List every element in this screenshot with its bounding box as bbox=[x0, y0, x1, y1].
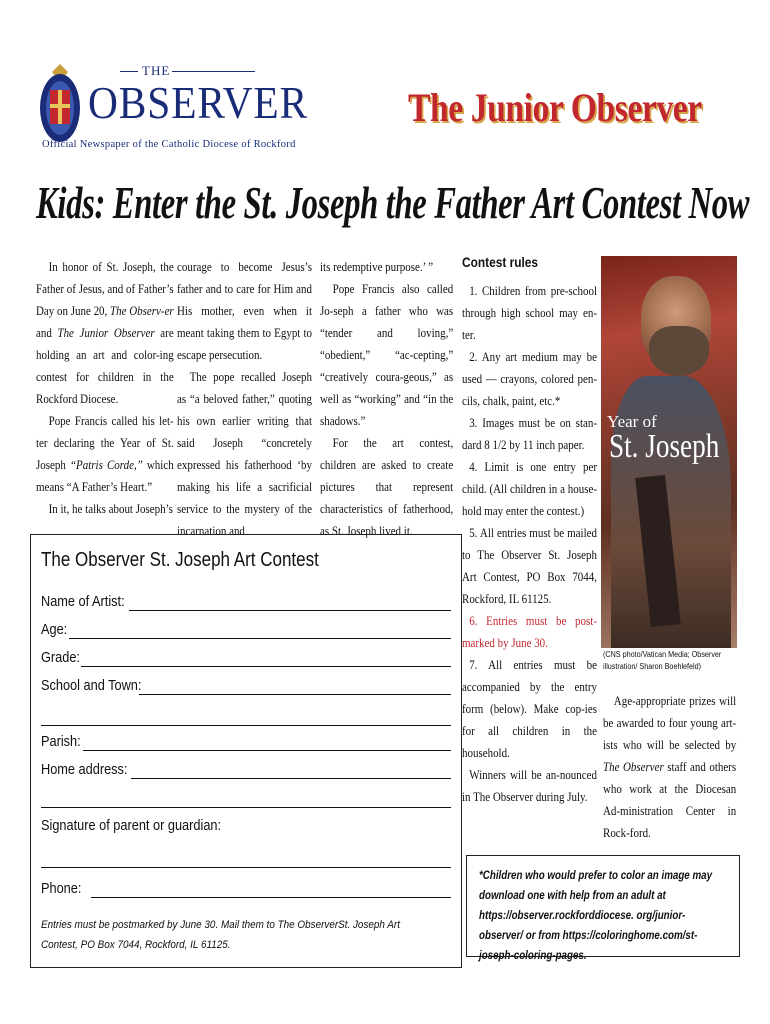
article-paragraph: In honor of St. Joseph, the Father of Jesus, and of Father’s Day on June 20, The Observ-er and The Junior Observer are holding an art and color-ing contest for children in the Rockford Diocese. bbox=[36, 260, 174, 406]
rule-item: 4. Limit is one entry per child. (All children in a house-hold may enter the contest.) bbox=[462, 460, 597, 518]
home-address-field[interactable]: Home address: bbox=[41, 761, 451, 781]
photo-caption-st-joseph: St. Joseph bbox=[609, 428, 720, 465]
article-column-2 bbox=[177, 256, 312, 542]
junior-observer-logo: The Junior Observer bbox=[408, 85, 702, 130]
article-paragraph: The pope recalled Joseph as “a beloved father,” quoting his own earlier writing that said Joseph “concretely expressed his fatherhood ‘by making his life a sacrificial service to the mystery of the incarnation and bbox=[177, 370, 312, 538]
article-paragraph: its redemptive purpose.’ ” bbox=[320, 260, 434, 274]
article-paragraph: Pope Francis also called Jo-seph a father who was “tender and loving,” “obedient,” “ac-cepting,” “creatively coura-geous,” as well as “working” and “in the shadows.” bbox=[320, 282, 454, 428]
rule-item: 3. Images must be on stan-dard 8 1/2 by 11 inch paper. bbox=[462, 416, 597, 452]
article-column-3 bbox=[320, 256, 453, 542]
age-field[interactable]: Age: bbox=[41, 621, 451, 641]
signature-label: Signature of parent or guardian: bbox=[41, 817, 222, 834]
article-paragraph: In it, he talks about Joseph’s bbox=[48, 502, 173, 516]
rule-item: 2. Any art medium may be used — crayons, colored pen-cils, chalk, paint, etc.* bbox=[462, 350, 597, 408]
home-address-line-2[interactable] bbox=[41, 807, 451, 808]
photo-credit: (CNS photo/Vatican Media; Observer illustration/ Sharon Boehlefeld) bbox=[603, 650, 722, 671]
st-joseph-statue-photo bbox=[601, 256, 737, 648]
coloring-page-note: *Children who would prefer to color an image may download one with help from an adult at https://observer.rockforddiocese. org/junior-observer/ or from https://coloringhome.com/st-joseph-coloring-pages. bbox=[479, 870, 713, 962]
rule-item: 5. All entries must be mailed to The Observer St. Joseph Art Contest, PO Box 7044, Rockford, IL 61125. bbox=[462, 526, 597, 606]
masthead-brand: OBSERVER bbox=[88, 77, 309, 128]
entry-form-title: The Observer St. Joseph Art Contest bbox=[41, 549, 319, 571]
rule-item: 1. Children from pre-school through high school may en-ter. bbox=[462, 284, 597, 342]
school-town-field[interactable]: School and Town: bbox=[41, 677, 451, 697]
contest-rules-list bbox=[462, 280, 597, 808]
artist-name-field[interactable]: Name of Artist: bbox=[41, 593, 451, 613]
prizes-paragraph: Age-appropriate prizes will be awarded to four young art-ists who will be selected by The Observer staff and others who work at the Diocesan Ad-ministration Center in Rock-ford. bbox=[603, 694, 737, 840]
entry-form-mailing-note: Entries must be postmarked by June 30. Mail them to The ObserverSt. Joseph Art Contest, PO Box 7044, Rockford, IL 61125. bbox=[41, 919, 400, 951]
article-paragraph: For the art contest, children are asked to create pictures that represent characteristics of fatherhood, as St. Joseph lived it. bbox=[320, 436, 454, 538]
rule-item-deadline: 6. Entries must be post-marked by June 30. bbox=[462, 614, 597, 650]
phone-field[interactable]: Phone: bbox=[41, 880, 451, 900]
rule-item: Winners will be an-nounced in The Observer during July. bbox=[462, 768, 597, 804]
article-paragraph: Pope Francis called his let-ter declaring the Year of St. Joseph “Patris Corde,” which means “A Father’s Heart.” bbox=[36, 414, 174, 494]
diocese-crest-logo bbox=[38, 62, 82, 146]
photo-caption-year-of: Year of bbox=[607, 412, 657, 431]
signature-line[interactable] bbox=[41, 867, 451, 868]
grade-field[interactable]: Grade: bbox=[41, 649, 451, 669]
masthead-subtitle: Official Newspaper of the Catholic Diocese of Rockford bbox=[42, 139, 296, 150]
coloring-page-note-box bbox=[466, 855, 740, 962]
parish-field[interactable]: Parish: bbox=[41, 733, 451, 753]
contest-rules-title: Contest rules bbox=[462, 254, 539, 270]
rule-item: 7. All entries must be accompanied by the entry form (below). Make cop-ies for all children in the household. bbox=[462, 658, 597, 760]
article-column-1 bbox=[36, 256, 174, 520]
article-paragraph: courage to become Jesus’s father and to care for Him and His mother, even when it meant taking them to Egypt to escape persecution. bbox=[177, 260, 312, 362]
entry-form bbox=[30, 534, 462, 968]
masthead-the: THE bbox=[120, 64, 255, 78]
page-headline: Kids: Enter the St. Joseph the Father Art Contest Now bbox=[36, 177, 750, 228]
school-town-line-2[interactable] bbox=[41, 725, 451, 726]
